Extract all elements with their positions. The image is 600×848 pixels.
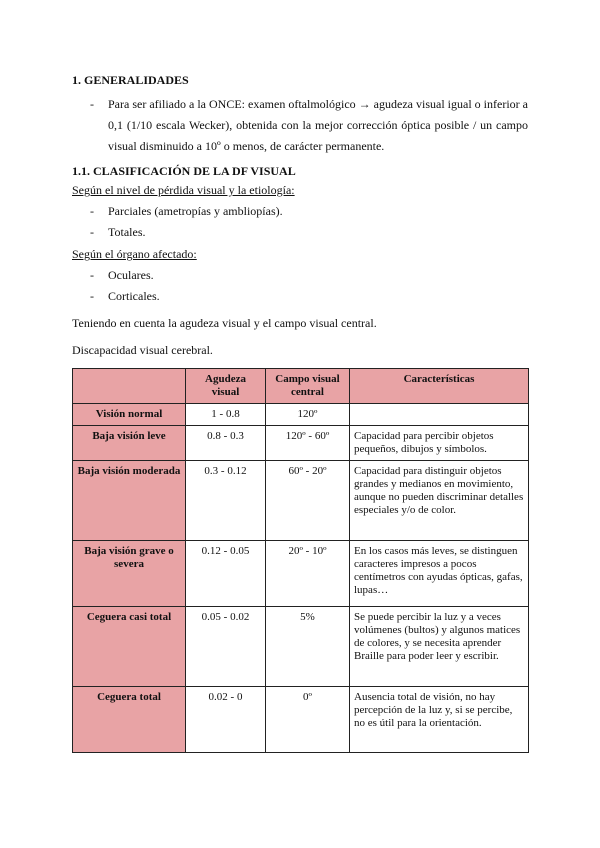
classification-table [72,368,529,753]
row-category: Visión normal [73,404,186,426]
row-category: Baja visión grave o severa [73,541,186,607]
table-row [73,687,529,753]
bullet-dash: - [90,204,94,218]
row-category: Ceguera total [73,687,186,753]
table-header-campo: Campo visual central [266,369,350,404]
subheading-nivel-perdida: Según el nivel de pérdida visual y la etiología: [72,183,295,197]
row-agudeza: 0.3 - 0.12 [186,461,266,541]
table-header-caracteristicas: Características [350,369,529,404]
bullet-dash: - [90,289,94,303]
row-caracteristicas: Se puede percibir la luz y a veces volúmenes (bultos) y algunos matices de colores, y se necesita aprender Braille para poder leer y escribir. [350,607,529,687]
table-header-empty [73,369,186,404]
table-row [73,461,529,541]
document-page [72,72,528,753]
paragraph-discapacidad: Discapacidad visual cerebral. [72,343,213,357]
list-item-text: Parciales (ametropías y ambliopías). [108,204,283,218]
table-row [73,541,529,607]
row-campo: 60º - 20º [266,461,350,541]
list-item [72,222,528,243]
row-category: Baja visión leve [73,426,186,461]
table-row [73,426,529,461]
bullet-dash: - [90,225,94,239]
row-campo: 120º [266,404,350,426]
bullet-item [72,94,528,157]
subheading-organo-afectado: Según el órgano afectado: [72,247,197,261]
row-agudeza: 0.05 - 0.02 [186,607,266,687]
paragraph-agudeza: Teniendo en cuenta la agudeza visual y el campo visual central. [72,316,377,330]
row-caracteristicas [350,404,529,426]
table-row [73,404,529,426]
row-agudeza: 0.12 - 0.05 [186,541,266,607]
table-header-row [73,369,529,404]
section-heading-generalidades: 1. GENERALIDADES [72,73,189,87]
bullet-text: Para ser afiliado a la ONCE: examen oftalmológico → agudeza visual igual o inferior a 0,1 (1/10 escala Wecker), obtenida con la mejor corrección óptica posible / un campo visual disminuido a 10º o menos, de carácter permanente. [108,97,528,153]
table-row [73,607,529,687]
row-caracteristicas: Capacidad para percibir objetos pequeños, dibujos y símbolos. [350,426,529,461]
row-campo: 0º [266,687,350,753]
row-agudeza: 0.8 - 0.3 [186,426,266,461]
row-campo: 120º - 60º [266,426,350,461]
row-agudeza: 0.02 - 0 [186,687,266,753]
row-caracteristicas: Capacidad para distinguir objetos grandes y medianos en movimiento, aunque no pueden discriminar detalles especiales y/o de color. [350,461,529,541]
section-heading-clasificacion: 1.1. CLASIFICACIÓN DE LA DF VISUAL [72,164,296,178]
list-item-text: Totales. [108,225,146,239]
list-item [72,286,528,307]
row-category: Ceguera casi total [73,607,186,687]
bullet-dash: - [90,268,94,282]
table-header-agudeza: Agudeza visual [186,369,266,404]
bullet-dash: - [90,97,94,111]
row-caracteristicas: En los casos más leves, se distinguen caracteres impresos a pocos centímetros con ayudas ópticas, gafas, lupas… [350,541,529,607]
row-caracteristicas: Ausencia total de visión, no hay percepción de la luz y, si se percibe, no es útil para la orientación. [350,687,529,753]
row-agudeza: 1 - 0.8 [186,404,266,426]
row-campo: 20º - 10º [266,541,350,607]
list-item-text: Corticales. [108,289,160,303]
list-item [72,265,528,286]
list-item [72,201,528,222]
list-item-text: Oculares. [108,268,154,282]
row-campo: 5% [266,607,350,687]
row-category: Baja visión moderada [73,461,186,541]
